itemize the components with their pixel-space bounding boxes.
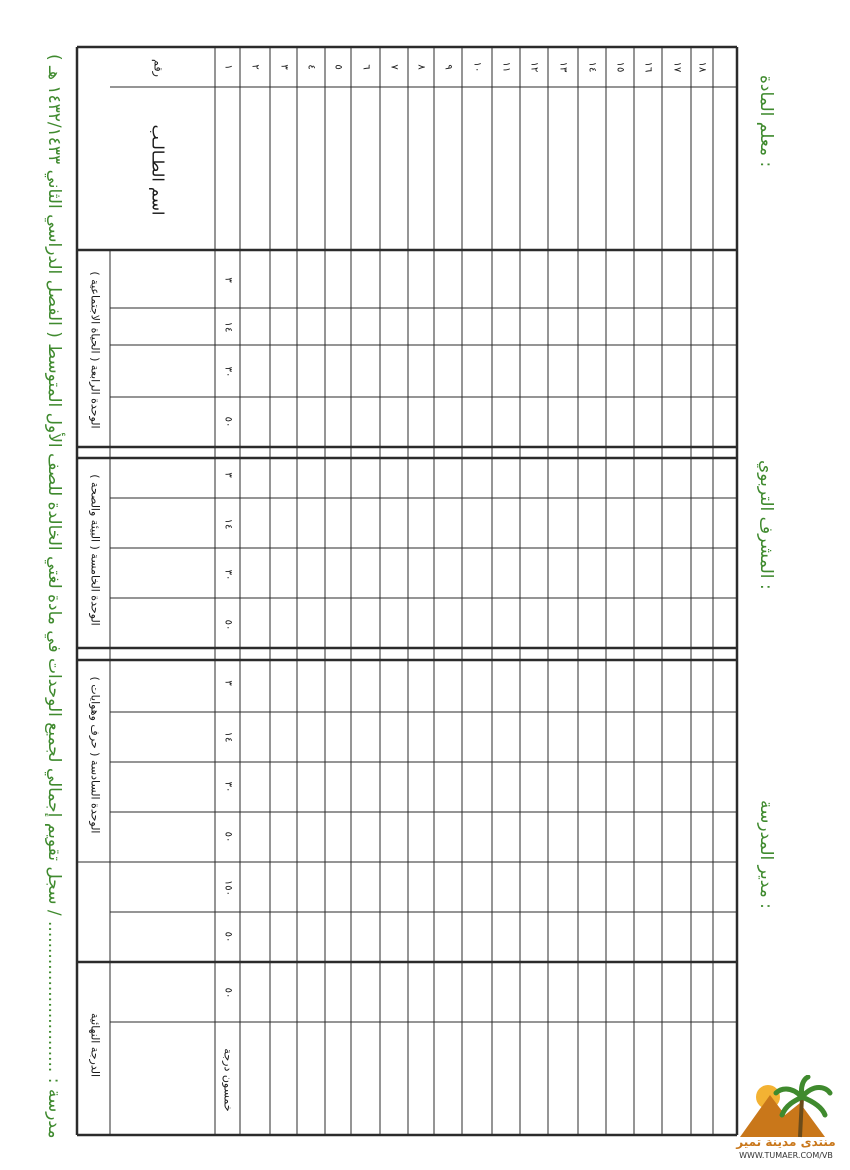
row-number: ١٠ bbox=[471, 61, 483, 73]
row-number: ٤ bbox=[305, 64, 317, 70]
unit5-max-1: ٣ bbox=[222, 472, 234, 478]
row-number: ١٣ bbox=[557, 61, 569, 73]
teacher-signature: معلم المادة : bbox=[756, 75, 776, 168]
row-number: ١٧ bbox=[671, 61, 682, 73]
row-number: ١٥ bbox=[614, 61, 626, 73]
forum-logo bbox=[730, 1075, 842, 1165]
unit6-max-4: ٥٠ bbox=[222, 831, 234, 843]
row-number: ١٨ bbox=[696, 61, 708, 73]
row-number: ٩ bbox=[442, 64, 454, 70]
unit6-max-3: ٣٠ bbox=[222, 781, 234, 793]
unit4-max-2: ١٤ bbox=[222, 321, 234, 333]
final-max-50: ٥٠ bbox=[222, 987, 234, 999]
total-max-150: ١٥٠ bbox=[222, 879, 234, 897]
logo-name: منتدى مدينة تمير bbox=[736, 1135, 836, 1149]
row-number: ٥ bbox=[332, 64, 344, 70]
unit4-max-1: ٣ bbox=[222, 277, 234, 283]
principal-signature: مدير المدرسة : bbox=[756, 800, 776, 909]
col-student-name-header: اسم الطـالـب bbox=[148, 124, 168, 216]
unit4-max-4: ٥٠ bbox=[222, 416, 234, 428]
supervisor-signature: المشرف التربوي : bbox=[756, 460, 776, 590]
unit6-max-2: ١٤ bbox=[222, 731, 234, 743]
row-number: ١٦ bbox=[642, 61, 654, 73]
unit6-header: الوحدة السادسة ( حرف وهوايات ) bbox=[88, 676, 102, 834]
final-grade-header: الدرجة النهائية bbox=[88, 1012, 102, 1078]
row-number: ١٢ bbox=[528, 61, 540, 73]
row-number: ١ bbox=[222, 64, 233, 70]
col-number-header: رقم bbox=[151, 59, 165, 77]
row-number: ٣ bbox=[278, 64, 289, 70]
total-max-50: ٥٠ bbox=[222, 931, 234, 943]
row-number: ٢ bbox=[249, 64, 261, 70]
title-text: سجل تقويم إجمالي لجميع الوحدات في مادة لغتي الخالدة للصف الأول المتوسط ( الفصل الدراسي الثاني ١٤٣٢/١٤٣٣ هـ ) bbox=[44, 54, 64, 905]
unit6-max-1: ٣ bbox=[222, 680, 234, 686]
logo-url: WWW.TUMAER.COM/VB bbox=[739, 1151, 833, 1160]
unit4-max-3: ٣٠ bbox=[222, 366, 234, 378]
unit4-header: الوحدة الرابعة ( الحياة الاجتماعية ) bbox=[88, 271, 102, 429]
row-number: ١١ bbox=[500, 61, 512, 73]
row-number: ١٤ bbox=[586, 61, 598, 73]
school-label: مدرسة : ............................ / bbox=[44, 909, 64, 1139]
row-number: ٨ bbox=[415, 64, 427, 70]
row-number: ٧ bbox=[388, 64, 400, 70]
unit5-max-3: ٣٠ bbox=[222, 569, 234, 581]
unit5-header: الوحدة الخامسة ( البيئة والصحة ) bbox=[88, 474, 102, 626]
unit5-max-4: ٥٠ bbox=[222, 619, 234, 631]
row-number: ٦ bbox=[360, 64, 371, 70]
fifty-grades-label: خمسون درجة bbox=[221, 1048, 235, 1112]
unit5-max-2: ١٤ bbox=[222, 518, 234, 530]
